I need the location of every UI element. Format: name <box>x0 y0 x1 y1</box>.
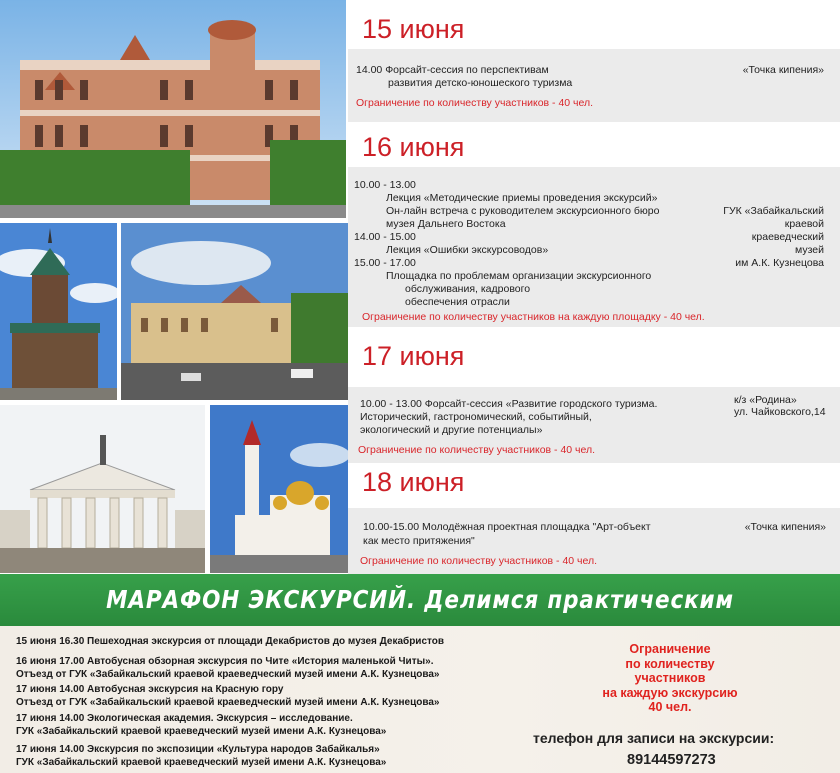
event-line: Лекция «Ошибки экскурсоводов» <box>386 244 549 256</box>
limit-note: Ограничение по количеству участников - 40 чел. <box>360 555 598 567</box>
event-line: Лекция «Методические приемы проведения экскурсий» <box>386 192 658 204</box>
venue-label: «Точка кипения» <box>742 64 824 76</box>
photo-yellow-building <box>121 223 348 400</box>
limit-line: 40 чел. <box>648 700 692 714</box>
photo-church <box>210 405 348 573</box>
day-heading: 18 июня <box>362 467 465 497</box>
event-line: обеспечения отрасли <box>405 296 510 308</box>
banner-title: МАРАФОН ЭКСКУРСИЙ. Делимся практическим <box>106 585 734 614</box>
marathon-banner <box>0 574 840 626</box>
phone-number[interactable]: 89144597273 <box>627 752 716 768</box>
limit-line: участников <box>634 671 706 685</box>
excursion-line: Отъезд от ГУК «Забайкальский краевой краеведческий музей имени А.К. Кузнецова» <box>16 669 440 680</box>
event-line: 14.00 Форсайт-сессия по перспективам <box>356 64 549 76</box>
event-line: музея Дальнего Востока <box>386 218 506 230</box>
venue-label: к/з «Родина» <box>734 394 797 406</box>
day-heading: 15 июня <box>362 14 465 44</box>
event-line: экологический и другие потенциалы» <box>360 424 543 436</box>
event-line: Исторический, гастрономический, событийный, <box>360 411 592 423</box>
excursion-line: 16 июня 17.00 Автобусная обзорная экскурсия по Чите «История маленькой Читы». <box>16 656 434 667</box>
event-line: 10.00 - 13.00 <box>354 179 416 191</box>
photo-wooden-tower <box>0 223 117 400</box>
event-line: 10.00 - 13.00 Форсайт-сессия «Развитие городского туризма. <box>360 398 658 410</box>
day-heading: 17 июня <box>362 341 465 371</box>
venue-label: краевой <box>784 218 824 230</box>
excursion-line: ГУК «Забайкальский краевой краеведческий музей имени А.К. Кузнецова» <box>16 726 387 737</box>
event-line: Площадка по проблемам организации экскурсионного <box>386 270 652 282</box>
excursion-line: 17 июня 14.00 Автобусная экскурсия на Красную гору <box>16 684 284 695</box>
event-line: Он-лайн встреча с руководителем экскурсионного бюро <box>386 205 660 217</box>
venue-label: ул. Чайковского,14 <box>734 406 826 418</box>
limit-note: Ограничение по количеству участников - 40 чел. <box>358 444 596 456</box>
event-line: как место притяжения" <box>363 535 475 547</box>
event-line: 10.00-15.00 Молодёжная проектная площадка "Арт-объект <box>363 521 651 533</box>
venue-label: музей <box>795 244 824 256</box>
venue-label: ГУК «Забайкальский <box>723 205 824 217</box>
excursion-line: 17 июня 14.00 Экскурсия по экспозиции «Культура народов Забайкалья» <box>16 744 380 755</box>
limit-note: Ограничение по количеству участников на каждую площадку - 40 чел. <box>362 311 705 323</box>
excursion-line: 15 июня 16.30 Пешеходная экскурсия от площади Декабристов до музея Декабристов <box>16 636 445 647</box>
day-heading: 16 июня <box>362 132 465 162</box>
venue-label: краеведческий <box>751 231 824 243</box>
venue-label: им А.К. Кузнецова <box>735 257 824 269</box>
event-line: 15.00 - 17.00 <box>354 257 416 269</box>
photo-museum-building <box>0 0 346 218</box>
photo-station-building <box>0 405 205 573</box>
event-line: обслуживания, кадрового <box>405 283 531 295</box>
event-line: 14.00 - 15.00 <box>354 231 416 243</box>
limit-line: по количеству <box>625 656 715 671</box>
limit-note: Ограничение по количеству участников - 40 чел. <box>356 97 594 109</box>
excursion-limit-note <box>590 642 750 715</box>
venue-label: «Точка кипения» <box>744 521 826 533</box>
excursion-line: ГУК «Забайкальский краевой краеведческий музей имени А.К. Кузнецова» <box>16 757 387 768</box>
event-line: развития детско-юношеского туризма <box>388 77 573 89</box>
excursion-line: Отъезд от ГУК «Забайкальский краевой краеведческий музей имени А.К. Кузнецова» <box>16 697 440 708</box>
limit-line: на каждую экскурсию <box>602 685 738 700</box>
phone-label: телефон для записи на экскурсии: <box>533 730 775 746</box>
excursion-line: 17 июня 14.00 Экологическая академия. Экскурсия – исследование. <box>16 713 353 724</box>
limit-line: Ограничение <box>629 642 711 656</box>
